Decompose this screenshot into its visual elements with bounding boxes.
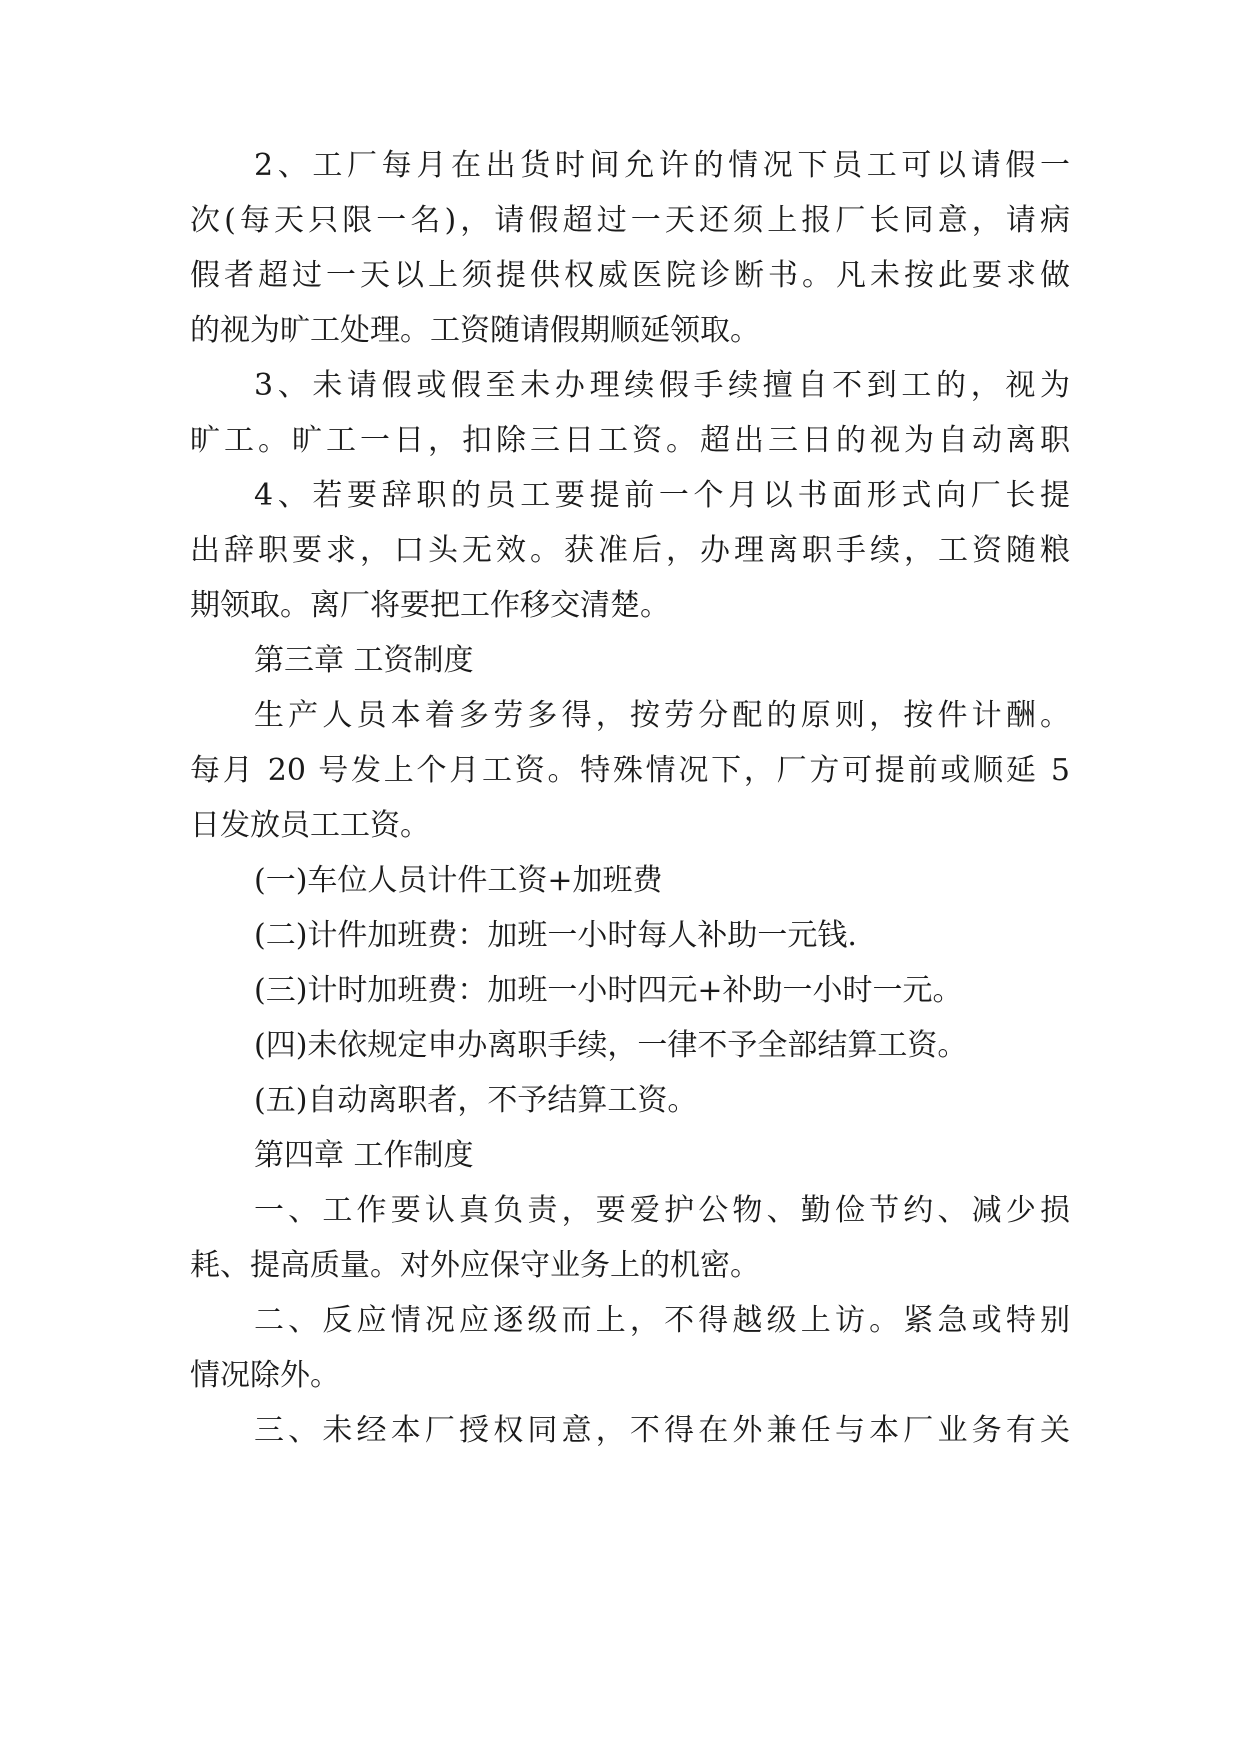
- paragraph-line: 三、未经本厂授权同意，不得在外兼任与本厂业务有关: [254, 1413, 1070, 1448]
- paragraph-line: 耗、提高质量。对外应保守业务上的机密。: [190, 1248, 760, 1283]
- paragraph-line: 二、反应情况应逐级而上，不得越级上访。紧急或特别: [254, 1303, 1070, 1338]
- paragraph-line: 生产人员本着多劳多得，按劳分配的原则，按件计酬。: [254, 698, 1070, 733]
- paragraph-line: 日发放员工工资。: [190, 808, 430, 843]
- list-item: (二)计件加班费：加班一小时每人补助一元钱.: [254, 918, 857, 953]
- list-item: (四)未依规定申办离职手续，一律不予全部结算工资。: [254, 1028, 968, 1063]
- paragraph-line: 3、未请假或假至未办理续假手续擅自不到工的，视为: [254, 368, 1070, 403]
- paragraph-line: 假者超过一天以上须提供权威医院诊断书。凡未按此要求做: [190, 258, 1070, 293]
- paragraph-line: 出辞职要求，口头无效。获准后，办理离职手续，工资随粮: [190, 533, 1070, 568]
- list-item: (三)计时加班费：加班一小时四元+补助一小时一元。: [254, 973, 963, 1008]
- list-item: (一)车位人员计件工资+加班费: [254, 863, 663, 898]
- paragraph-line: 期领取。离厂将要把工作移交清楚。: [190, 588, 670, 623]
- paragraph-line: 旷工。旷工一日，扣除三日工资。超出三日的视为自动离职: [190, 423, 1070, 458]
- paragraph-line: 次(每天只限一名)，请假超过一天还须上报厂长同意，请病: [190, 203, 1070, 238]
- paragraph-line: 情况除外。: [190, 1358, 340, 1393]
- list-item: (五)自动离职者，不予结算工资。: [254, 1083, 698, 1118]
- paragraph-line: 一、工作要认真负责，要爱护公物、勤俭节约、减少损: [254, 1193, 1070, 1228]
- chapter-heading: 第四章 工作制度: [254, 1138, 474, 1173]
- paragraph-line: 2、工厂每月在出货时间允许的情况下员工可以请假一: [254, 148, 1070, 183]
- paragraph-line: 每月 20 号发上个月工资。特殊情况下，厂方可提前或顺延 5: [190, 753, 1070, 788]
- chapter-heading: 第三章 工资制度: [254, 643, 474, 678]
- paragraph-line: 4、若要辞职的员工要提前一个月以书面形式向厂长提: [254, 478, 1070, 513]
- paragraph-line: 的视为旷工处理。工资随请假期顺延领取。: [190, 313, 760, 348]
